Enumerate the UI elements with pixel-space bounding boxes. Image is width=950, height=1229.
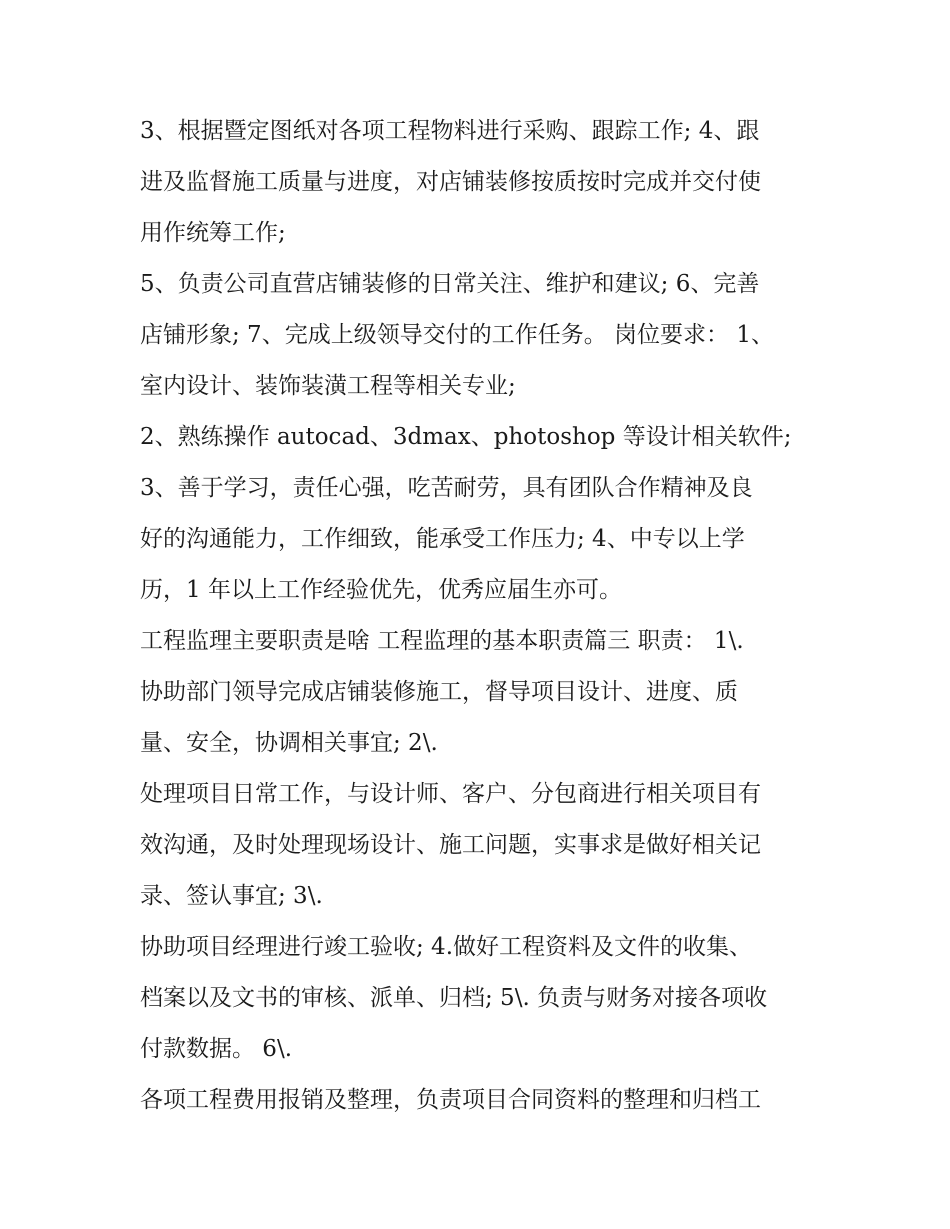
text-line: 3、善于学习，责任心强，吃苦耐劳，具有团队合作精神及良 [140, 475, 753, 501]
text-line: 工程监理主要职责是啥 工程监理的基本职责篇三 职责： 1\. [140, 628, 744, 654]
text-line: 录、签认事宜; 3\. [140, 883, 323, 909]
text-line: 历，1 年以上工作经验优先，优秀应届生亦可。 [140, 577, 622, 603]
text-line: 好的沟通能力，工作细致，能承受工作压力; 4、中专以上学 [140, 526, 745, 552]
text-line: 效沟通，及时处理现场设计、施工问题，实事求是做好相关记 [140, 832, 761, 858]
text-line: 用作统筹工作; [140, 220, 286, 246]
text-line: 付款数据。 6\. [140, 1036, 293, 1062]
text-line: 店铺形象; 7、完成上级领导交付的工作任务。 岗位要求： 1、 [140, 322, 774, 348]
document-body [140, 106, 820, 1126]
text-line: 2、熟练操作 autocad、3dmax、photoshop 等设计相关软件; [140, 424, 792, 450]
text-line: 室内设计、装饰装潢工程等相关专业; [140, 373, 516, 399]
text-line: 3、根据暨定图纸对各项工程物料进行采购、跟踪工作; 4、跟 [140, 118, 760, 144]
text-line: 处理项目日常工作，与设计师、客户、分包商进行相关项目有 [140, 781, 761, 807]
text-line: 协助部门领导完成店铺装修施工，督导项目设计、进度、质 [140, 679, 738, 705]
text-line: 各项工程费用报销及整理，负责项目合同资料的整理和归档工 [140, 1087, 761, 1113]
text-line: 量、安全，协调相关事宜; 2\. [140, 730, 438, 756]
text-line: 进及监督施工质量与进度，对店铺装修按质按时完成并交付使 [140, 169, 761, 195]
text-line: 协助项目经理进行竣工验收; 4.做好工程资料及文件的收集、 [140, 934, 753, 960]
text-line: 档案以及文书的审核、派单、归档; 5\. 负责与财务对接各项收 [140, 985, 768, 1011]
text-line: 5、负责公司直营店铺装修的日常关注、维护和建议; 6、完善 [140, 271, 760, 297]
